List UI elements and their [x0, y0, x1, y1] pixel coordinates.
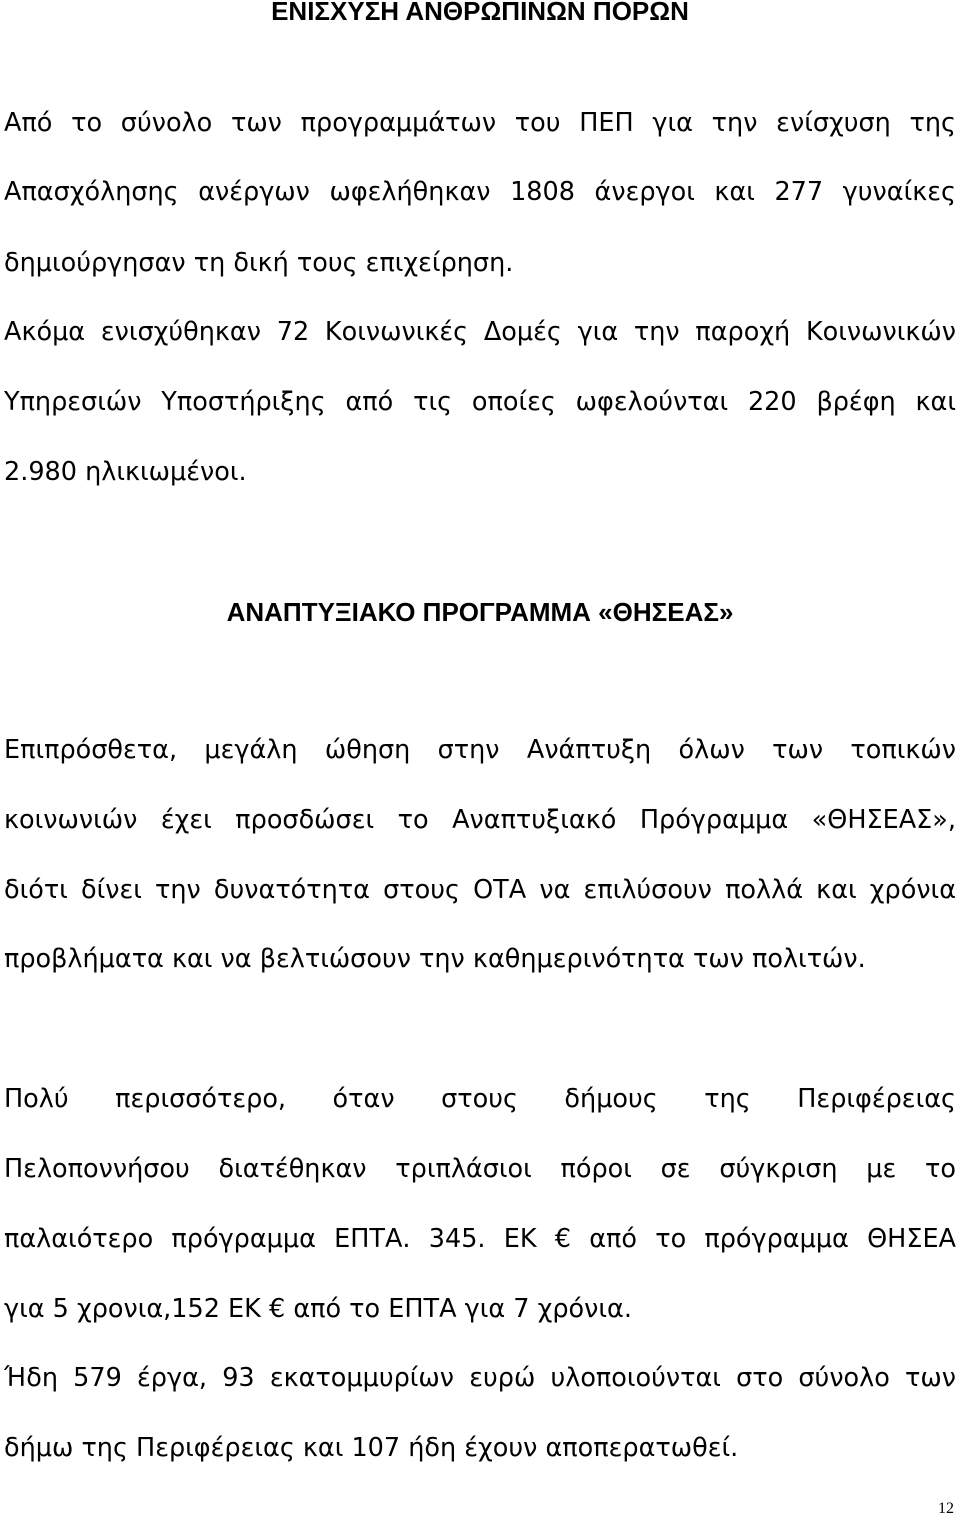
paragraph-line: παλαιότερο πρόγραμμα ΕΠΤΑ. 345. ΕΚ € από το πρόγραμμα ΘΗΣΕΑ [4, 1224, 956, 1254]
page-number: 12 [938, 1500, 954, 1517]
paragraph-line: Επιπρόσθετα, μεγάλη ώθηση στην Ανάπτυξη όλων των τοπικών [4, 735, 956, 765]
paragraph-line: Ήδη 579 έργα, 93 εκατομμυρίων ευρώ υλοποιούνται στο σύνολο των [4, 1363, 956, 1393]
paragraph-line: 2.980 ηλικιωμένοι. [4, 457, 247, 487]
paragraph-line: Ακόμα ενισχύθηκαν 72 Κοινωνικές Δομές για την παροχή Κοινωνικών [4, 317, 956, 347]
paragraph-line: δημιούργησαν τη δική τους επιχείρηση. [4, 248, 514, 278]
paragraph-line: Πολύ περισσότερο, όταν στους δήμους της Περιφέρειας [4, 1084, 956, 1114]
paragraph-line: διότι δίνει την δυνατότητα στους ΟΤΑ να επιλύσουν πολλά και χρόνια [4, 875, 956, 905]
paragraph-line: δήμω της Περιφέρειας και 107 ήδη έχουν αποπερατωθεί. [4, 1433, 739, 1463]
paragraph-line: Απασχόλησης ανέργων ωφελήθηκαν 1808 άνεργοι και 277 γυναίκες [4, 177, 956, 207]
paragraph-line: Πελοποννήσου διατέθηκαν τριπλάσιοι πόροι σε σύγκριση με το [4, 1154, 956, 1184]
paragraph-line: κοινωνιών έχει προσδώσει το Αναπτυξιακό Πρόγραμμα «ΘΗΣΕΑΣ», [4, 805, 956, 835]
section-heading-theseas-program: ΑΝΑΠΤΥΞΙΑΚΟ ΠΡΟΓΡΑΜΜΑ «ΘΗΣΕΑΣ» [226, 597, 734, 627]
paragraph-line: προβλήματα και να βελτιώσουν την καθημερινότητα των πολιτών. [4, 944, 866, 974]
paragraph-line: Υπηρεσιών Υποστήριξης από τις οποίες ωφελούνται 220 βρέφη και [4, 387, 956, 417]
section-heading-human-resources: ΕΝΙΣΧΥΣΗ ΑΝΘΡΩΠΙΝΩΝ ΠΟΡΩΝ [271, 0, 689, 26]
paragraph-line: για 5 χρονια,152 ΕΚ € από το ΕΠΤΑ για 7 χρόνια. [4, 1294, 632, 1324]
paragraph-line: Από το σύνολο των προγραμμάτων του ΠΕΠ για την ενίσχυση της [4, 108, 956, 138]
